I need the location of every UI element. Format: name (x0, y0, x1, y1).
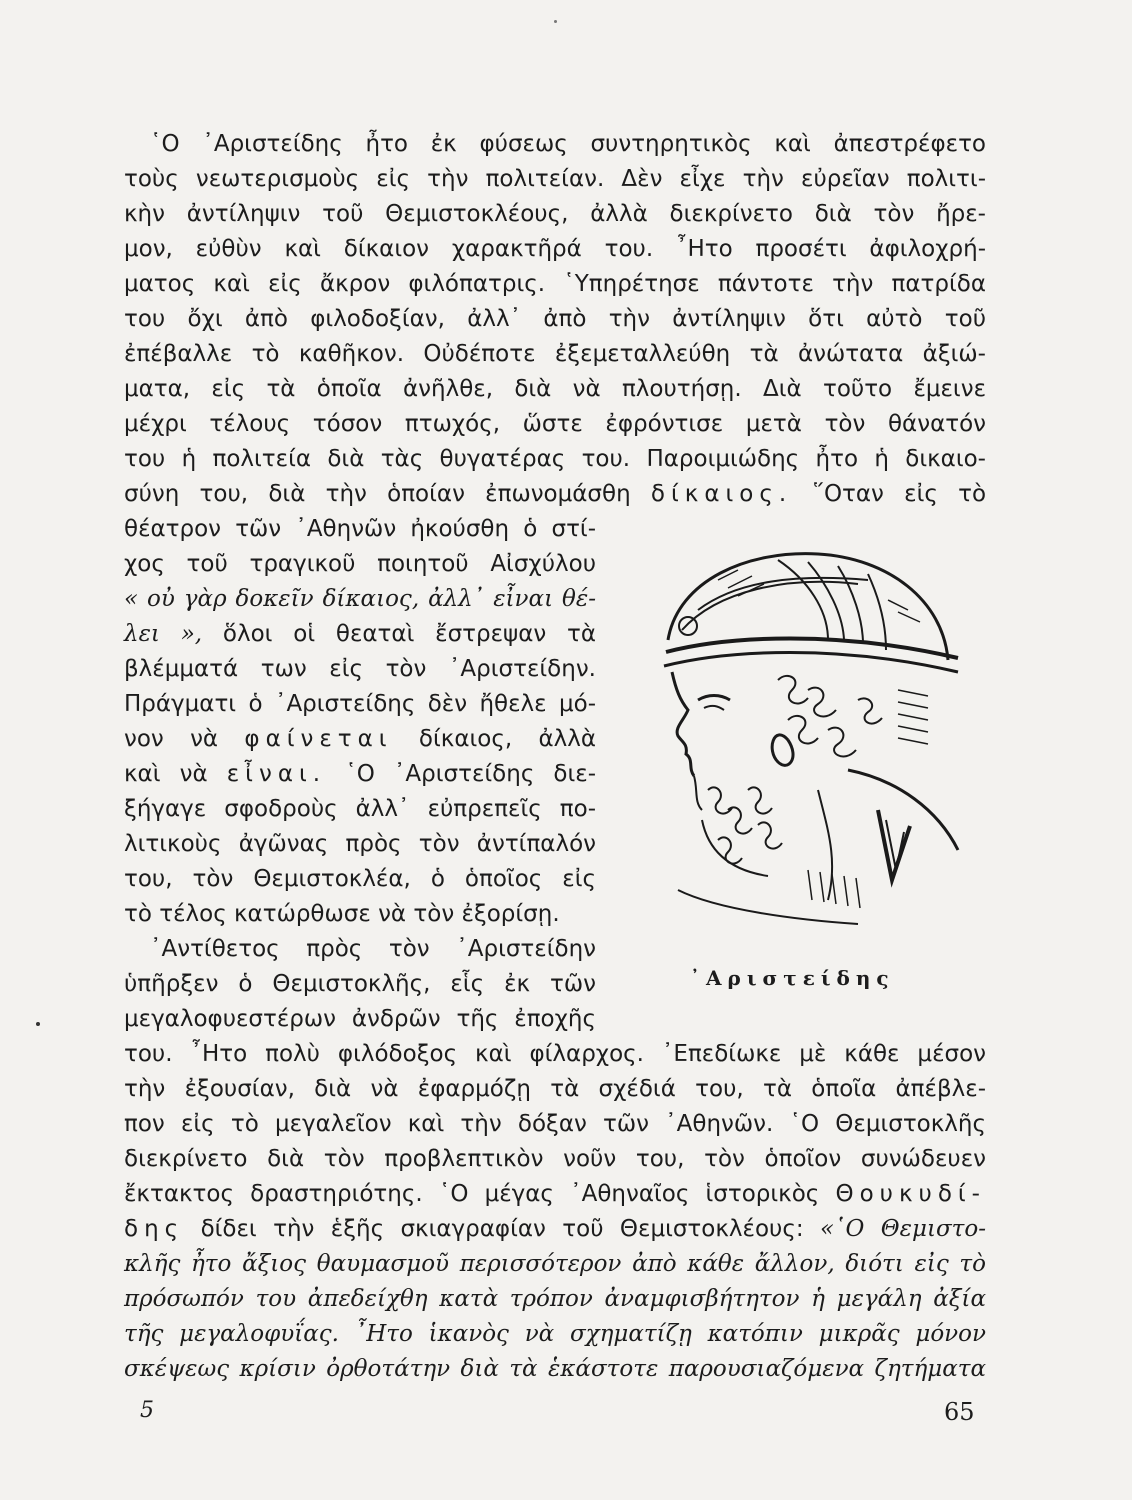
text-line: τοὺς νεωτερισμοὺς εἰς τὴν πολιτείαν. Δὲν εἶχε τὴν εὐρεῖαν πολιτι- (124, 166, 986, 192)
text-line: ᾿Αντίθετος πρὸς τὸν ᾿Αριστείδην (150, 936, 596, 962)
text-line: του ὄχι ἀπὸ φιλοδοξίαν, ἀλλ᾽ ἀπὸ τὴν ἀντίληψιν ὅτι αὐτὸ τοῦ (124, 306, 986, 332)
text-segment: ὅλοι οἱ θεαταὶ ἔστρεψαν τὰ (222, 621, 597, 647)
page-number: 65 (944, 1398, 975, 1426)
text-line: διεκρίνετο διὰ τὸν προβλεπτικὸν νοῦν του, τὸν ὁποῖον συνώδευεν (124, 1146, 986, 1172)
text-line: κὴν ἀντίληψιν τοῦ Θεμιστοκλέους, ἀλλὰ διεκρίνετο διὰ τὸν ἤρε- (124, 201, 986, 227)
print-speck (554, 20, 557, 23)
text-line: Πράγματι ὁ ᾿Αριστείδης δὲν ἤθελε μό- (124, 691, 596, 717)
text-line (124, 1211, 986, 1247)
text-line: του. ῏Ητο πολὺ φιλόδοξος καὶ φίλαρχος. ᾿Επεδίωκε μὲ κάθε μέσον (124, 1041, 986, 1067)
text-line: ματος καὶ εἰς ἄκρον φιλόπατρις. ῾Υπηρέτησε πάντοτε τὴν πατρίδα (124, 271, 986, 297)
text-line: ὑπῆρξεν ὁ Θεμιστοκλῆς, εἷς ἐκ τῶν (124, 971, 596, 997)
quote-line: πρόσωπόν του ἀπεδείχθη κατὰ τρόπον ἀναμφισβήτητον ἡ μεγάλη ἀξία (124, 1286, 986, 1312)
quote-line: σκέψεως κρίσιν ὀρθοτάτην διὰ τὰ ἑκάστοτε παρουσιαζόμενα ζητήματα (124, 1356, 986, 1382)
text-line: μέχρι τέλους τόσον πτωχός, ὥστε ἐφρόντισε μετὰ τὸν θάνατόν (124, 411, 986, 437)
text-line (124, 756, 596, 792)
text-line: ματα, εἰς τὰ ὁποῖα ἀνῆλθε, διὰ νὰ πλουτήσῃ. Διὰ τοῦτο ἔμεινε (124, 376, 986, 402)
emphasized-word: Θουκυδί- (835, 1181, 986, 1207)
aristeides-portrait (658, 540, 966, 930)
text-segment: καὶ νὰ (124, 761, 208, 787)
text-line: ξήγαγε σφοδροὺς ἀλλ᾽ εὐπρεπεῖς πο- (124, 796, 596, 822)
text-segment: νον νὰ (124, 726, 219, 752)
text-segment: ἔκτακτος δραστηριότης. ῾Ο μέγας ᾿Αθηναῖος ἱστορικὸς (124, 1181, 820, 1207)
text-line: τὴν ἐξουσίαν, διὰ νὰ ἐφαρμόζῃ τὰ σχέδιά του, τὰ ὁποῖα ἀπέβλε- (124, 1076, 986, 1102)
signature-mark: 5 (140, 1398, 154, 1423)
text-line (124, 476, 986, 512)
quote-line: κλῆς ἦτο ἄξιος θαυμασμοῦ περισσότερον ἀπὸ κάθε ἄλλον, διότι εἰς τὸ (124, 1251, 986, 1277)
text-line: ἐπέβαλλε τὸ καθῆκον. Οὐδέποτε ἐξεμεταλλεύθη τὰ ἀνώτατα ἀξιώ- (124, 341, 986, 367)
text-line: βλέμματά των εἰς τὸν ᾿Αριστείδην. (124, 656, 596, 682)
text-line: θέατρον τῶν ᾿Αθηνῶν ἠκούσθη ὁ στί- (124, 516, 596, 542)
text-line (124, 721, 596, 757)
text-line: πον εἰς τὸ μεγαλεῖον καὶ τὴν δόξαν τῶν ᾿Αθηνῶν. ῾Ο Θεμιστοκλῆς (124, 1111, 986, 1137)
emphasized-word: δης (124, 1216, 185, 1242)
text-line: μεγαλοφυεστέρων ἀνδρῶν τῆς ἐποχῆς (124, 1006, 596, 1032)
text-line: χος τοῦ τραγικοῦ ποιητοῦ Αἰσχύλου (124, 551, 596, 577)
text-segment: σύνη του, διὰ τὴν ὁποίαν ἐπωνομάσθη (124, 481, 631, 507)
text-line (124, 616, 596, 652)
print-speck (36, 1022, 40, 1026)
emphasized-word: εἶναι. (226, 761, 327, 787)
text-segment: ῞Οταν εἰς τὸ (812, 481, 987, 507)
emphasized-word: δίκαιος. (650, 481, 793, 507)
text-segment: δίδει τὴν ἑξῆς σκιαγραφίαν τοῦ Θεμιστοκλέους: (200, 1216, 804, 1242)
portrait-caption: ᾿Αριστείδης (690, 966, 895, 990)
text-line: μον, εὐθὺν καὶ δίκαιον χαρακτῆρά του. ῏Ητο προσέτι ἀφιλοχρή- (124, 236, 986, 262)
text-line: λιτικοὺς ἀγῶνας πρὸς τὸν ἀντίπαλόν (124, 831, 596, 857)
text-line: του, τὸν Θεμιστοκλέα, ὁ ὁποῖος εἰς (124, 866, 596, 892)
quote-segment: λει », (124, 621, 203, 647)
text-line: του ἡ πολιτεία διὰ τὰς θυγατέρας του. Παροιμιώδης ἦτο ἡ δικαιο- (124, 446, 986, 472)
text-segment: ῾Ο ᾿Αριστείδης διε- (345, 761, 597, 787)
emphasized-word: φαίνεται (244, 726, 393, 752)
text-line: ῾Ο ᾿Αριστείδης ἦτο ἐκ φύσεως συντηρητικὸς καὶ ἀπεστρέφετο (150, 131, 986, 157)
text-line (124, 1176, 986, 1212)
quote-line: « οὐ γὰρ δοκεῖν δίκαιος, ἀλλ᾽ εἶναι θέ- (124, 586, 596, 612)
quote-segment: «῾Ο Θεμιστο- (819, 1216, 987, 1242)
quote-line: τῆς μεγαλοφυΐας. ῏Ητο ἱκανὸς νὰ σχηματίζῃ κατόπιν μικρᾶς μόνον (124, 1321, 986, 1347)
text-segment: δίκαιος, ἀλλὰ (418, 726, 596, 752)
text-line: τὸ τέλος κατώρθωσε νὰ τὸν ἐξορίσῃ. (124, 901, 560, 927)
